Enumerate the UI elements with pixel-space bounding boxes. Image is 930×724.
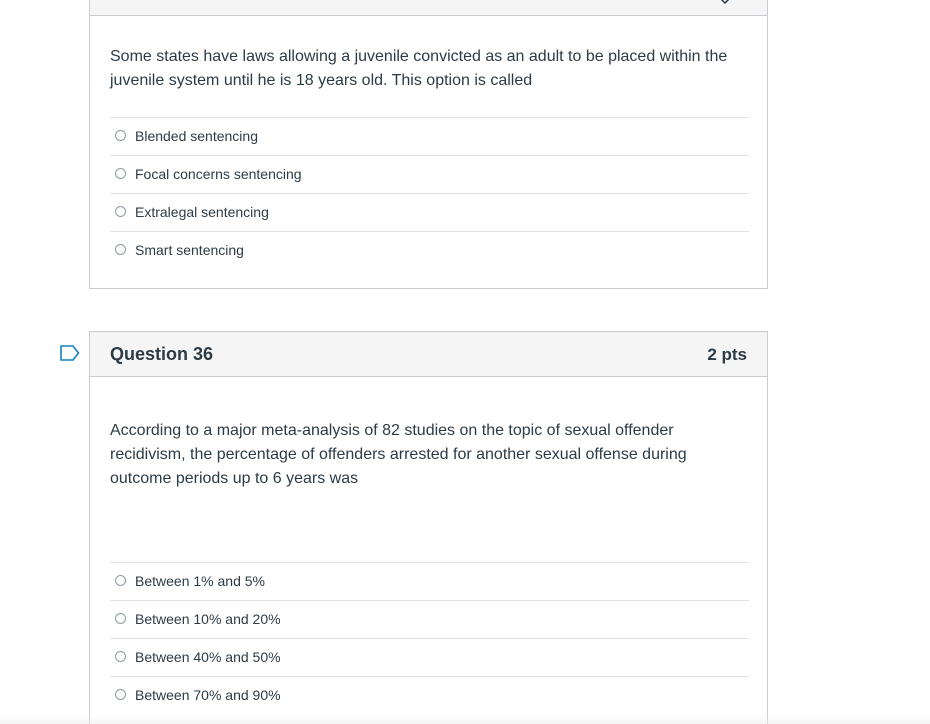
radio-button[interactable] (115, 168, 126, 179)
radio-button[interactable] (115, 613, 126, 624)
answer-option[interactable] (110, 231, 749, 269)
radio-button[interactable] (115, 651, 126, 662)
answer-option[interactable] (110, 155, 749, 193)
radio-button[interactable] (115, 130, 126, 141)
answer-label[interactable]: Between 1% and 5% (135, 573, 265, 589)
answer-label[interactable]: Between 70% and 90% (135, 687, 281, 703)
question-35-text: Some states have laws allowing a juvenile convicted as an adult to be placed within the juvenile system until he is 18 years old. This option is called (110, 48, 728, 89)
answer-label[interactable]: Between 10% and 20% (135, 611, 281, 627)
question-36-text: According to a major meta-analysis of 82 studies on the topic of sexual offender recidivism, the percentage of offenders arrested for another sexual offense during outcome periods up to 6 years was (110, 422, 687, 487)
scroll-fade (0, 716, 930, 724)
answer-label[interactable]: Between 40% and 50% (135, 649, 281, 665)
answer-label[interactable]: Smart sentencing (135, 242, 244, 258)
answer-label[interactable]: Blended sentencing (135, 128, 258, 144)
answer-option[interactable] (110, 676, 749, 714)
chevron-icon (719, 0, 731, 4)
answer-option[interactable] (110, 117, 749, 155)
question-36-answers (110, 562, 749, 714)
answer-label[interactable]: Extralegal sentencing (135, 204, 269, 220)
question-35-header (90, 0, 767, 16)
radio-button[interactable] (115, 575, 126, 586)
question-36-card (89, 331, 768, 724)
radio-button[interactable] (115, 244, 126, 255)
answer-option[interactable] (110, 562, 749, 600)
radio-button[interactable] (115, 206, 126, 217)
answer-option[interactable] (110, 193, 749, 231)
question-35-card (89, 0, 768, 289)
answer-option[interactable] (110, 600, 749, 638)
question-35-answers (110, 117, 749, 269)
question-points: 2 pts (707, 345, 747, 364)
question-title: Question 36 (110, 344, 214, 364)
radio-button[interactable] (115, 689, 126, 700)
answer-option[interactable] (110, 638, 749, 676)
question-36-header (90, 332, 767, 377)
answer-label[interactable]: Focal concerns sentencing (135, 166, 302, 182)
flag-question-icon[interactable] (60, 345, 80, 361)
